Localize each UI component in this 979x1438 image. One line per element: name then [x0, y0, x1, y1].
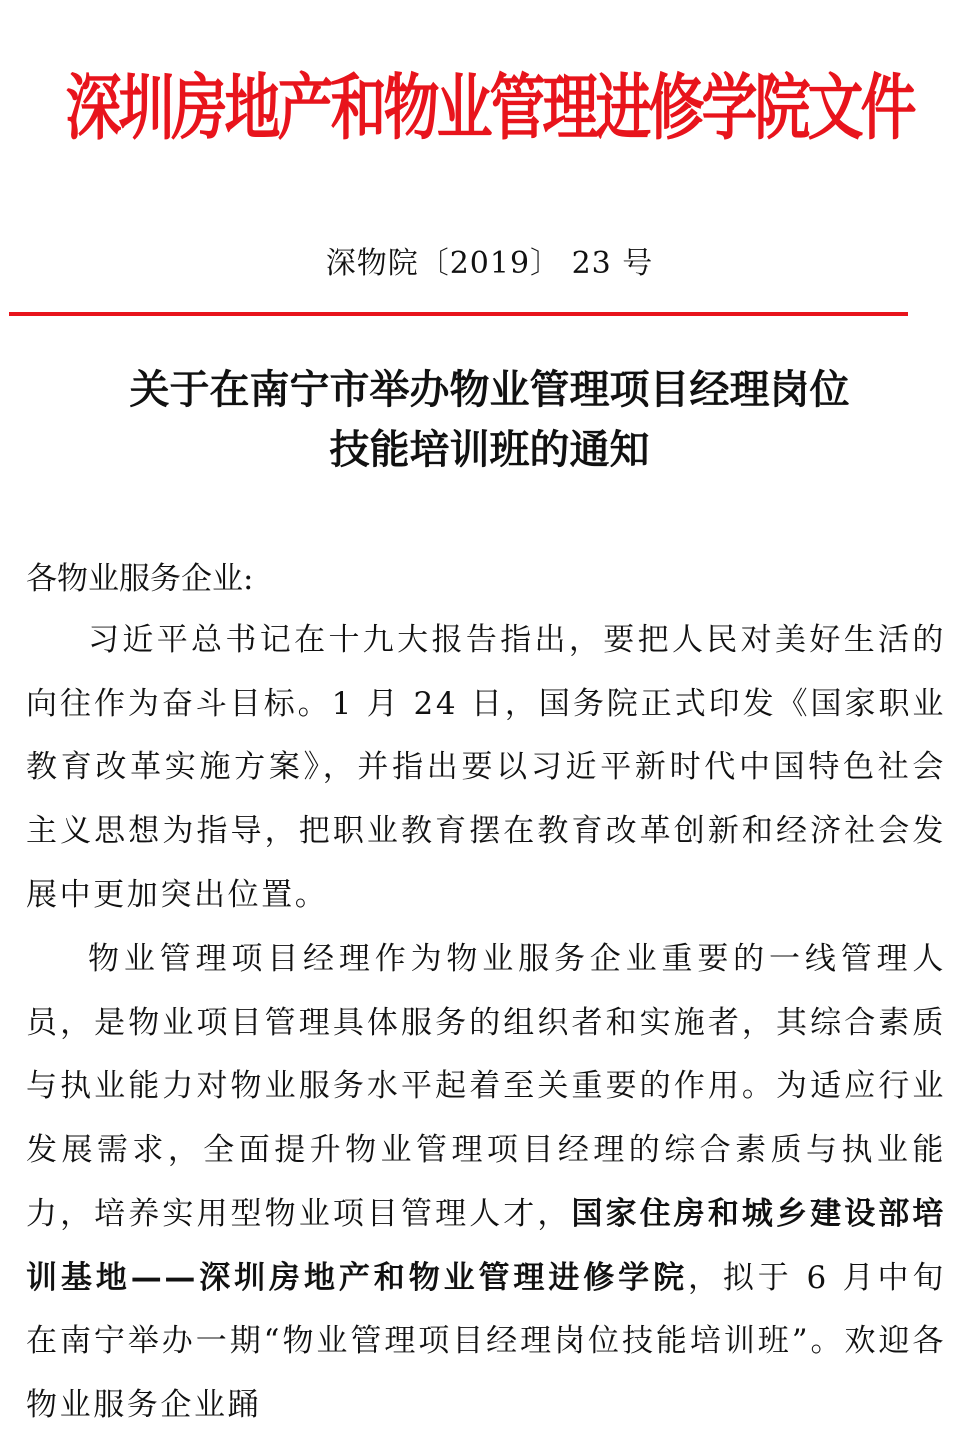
salutation: 各物业服务企业:: [26, 561, 254, 597]
notice-title-line-1: 关于在南宁市举办物业管理项目经理岗位: [129, 366, 850, 413]
header-divider: [9, 312, 908, 316]
training-base-highlight: 国家住房和城乡建设部培训基地——深圳房地产和物业管理进修学院: [26, 1195, 946, 1296]
paragraph-2-text-a: 物业管理项目经理作为物业服务企业重要的一线管理人员，是物业项目管理具体服务的组织者和实施者，其综合素质与执业能力对物业服务水平起着至关重要的作用。为适应行业发展需求，全面提升物业管理项目经理的综合素质与执业能力，培养实用型物业项目管理人才，: [26, 941, 946, 1232]
notice-title: [0, 360, 979, 480]
notice-title-line-2: 技能培训班的通知: [329, 426, 650, 473]
document-number: 深物院〔2019〕 23 号: [325, 246, 654, 281]
paragraph-2-text-b: ，拟于 6 月中旬在南宁举办一期“物业管理项目经理岗位技能培训班”。欢迎各物业服务企业踊: [26, 1259, 946, 1423]
body-paragraph-1: 习近平总书记在十九大报告指出，要把人民对美好生活的向往作为奋斗目标。1 月 24 日，国务院正式印发《国家职业教育改革实施方案》，并指出要以习近平新时代中国特色社会主义思想为指导，把职业教育摆在教育改革创新和经济社会发展中更加突出位置。: [26, 622, 946, 913]
body-paragraph-2: [26, 928, 946, 1438]
document-header-title: 深圳房地产和物业管理进修学院文件: [65, 67, 914, 151]
